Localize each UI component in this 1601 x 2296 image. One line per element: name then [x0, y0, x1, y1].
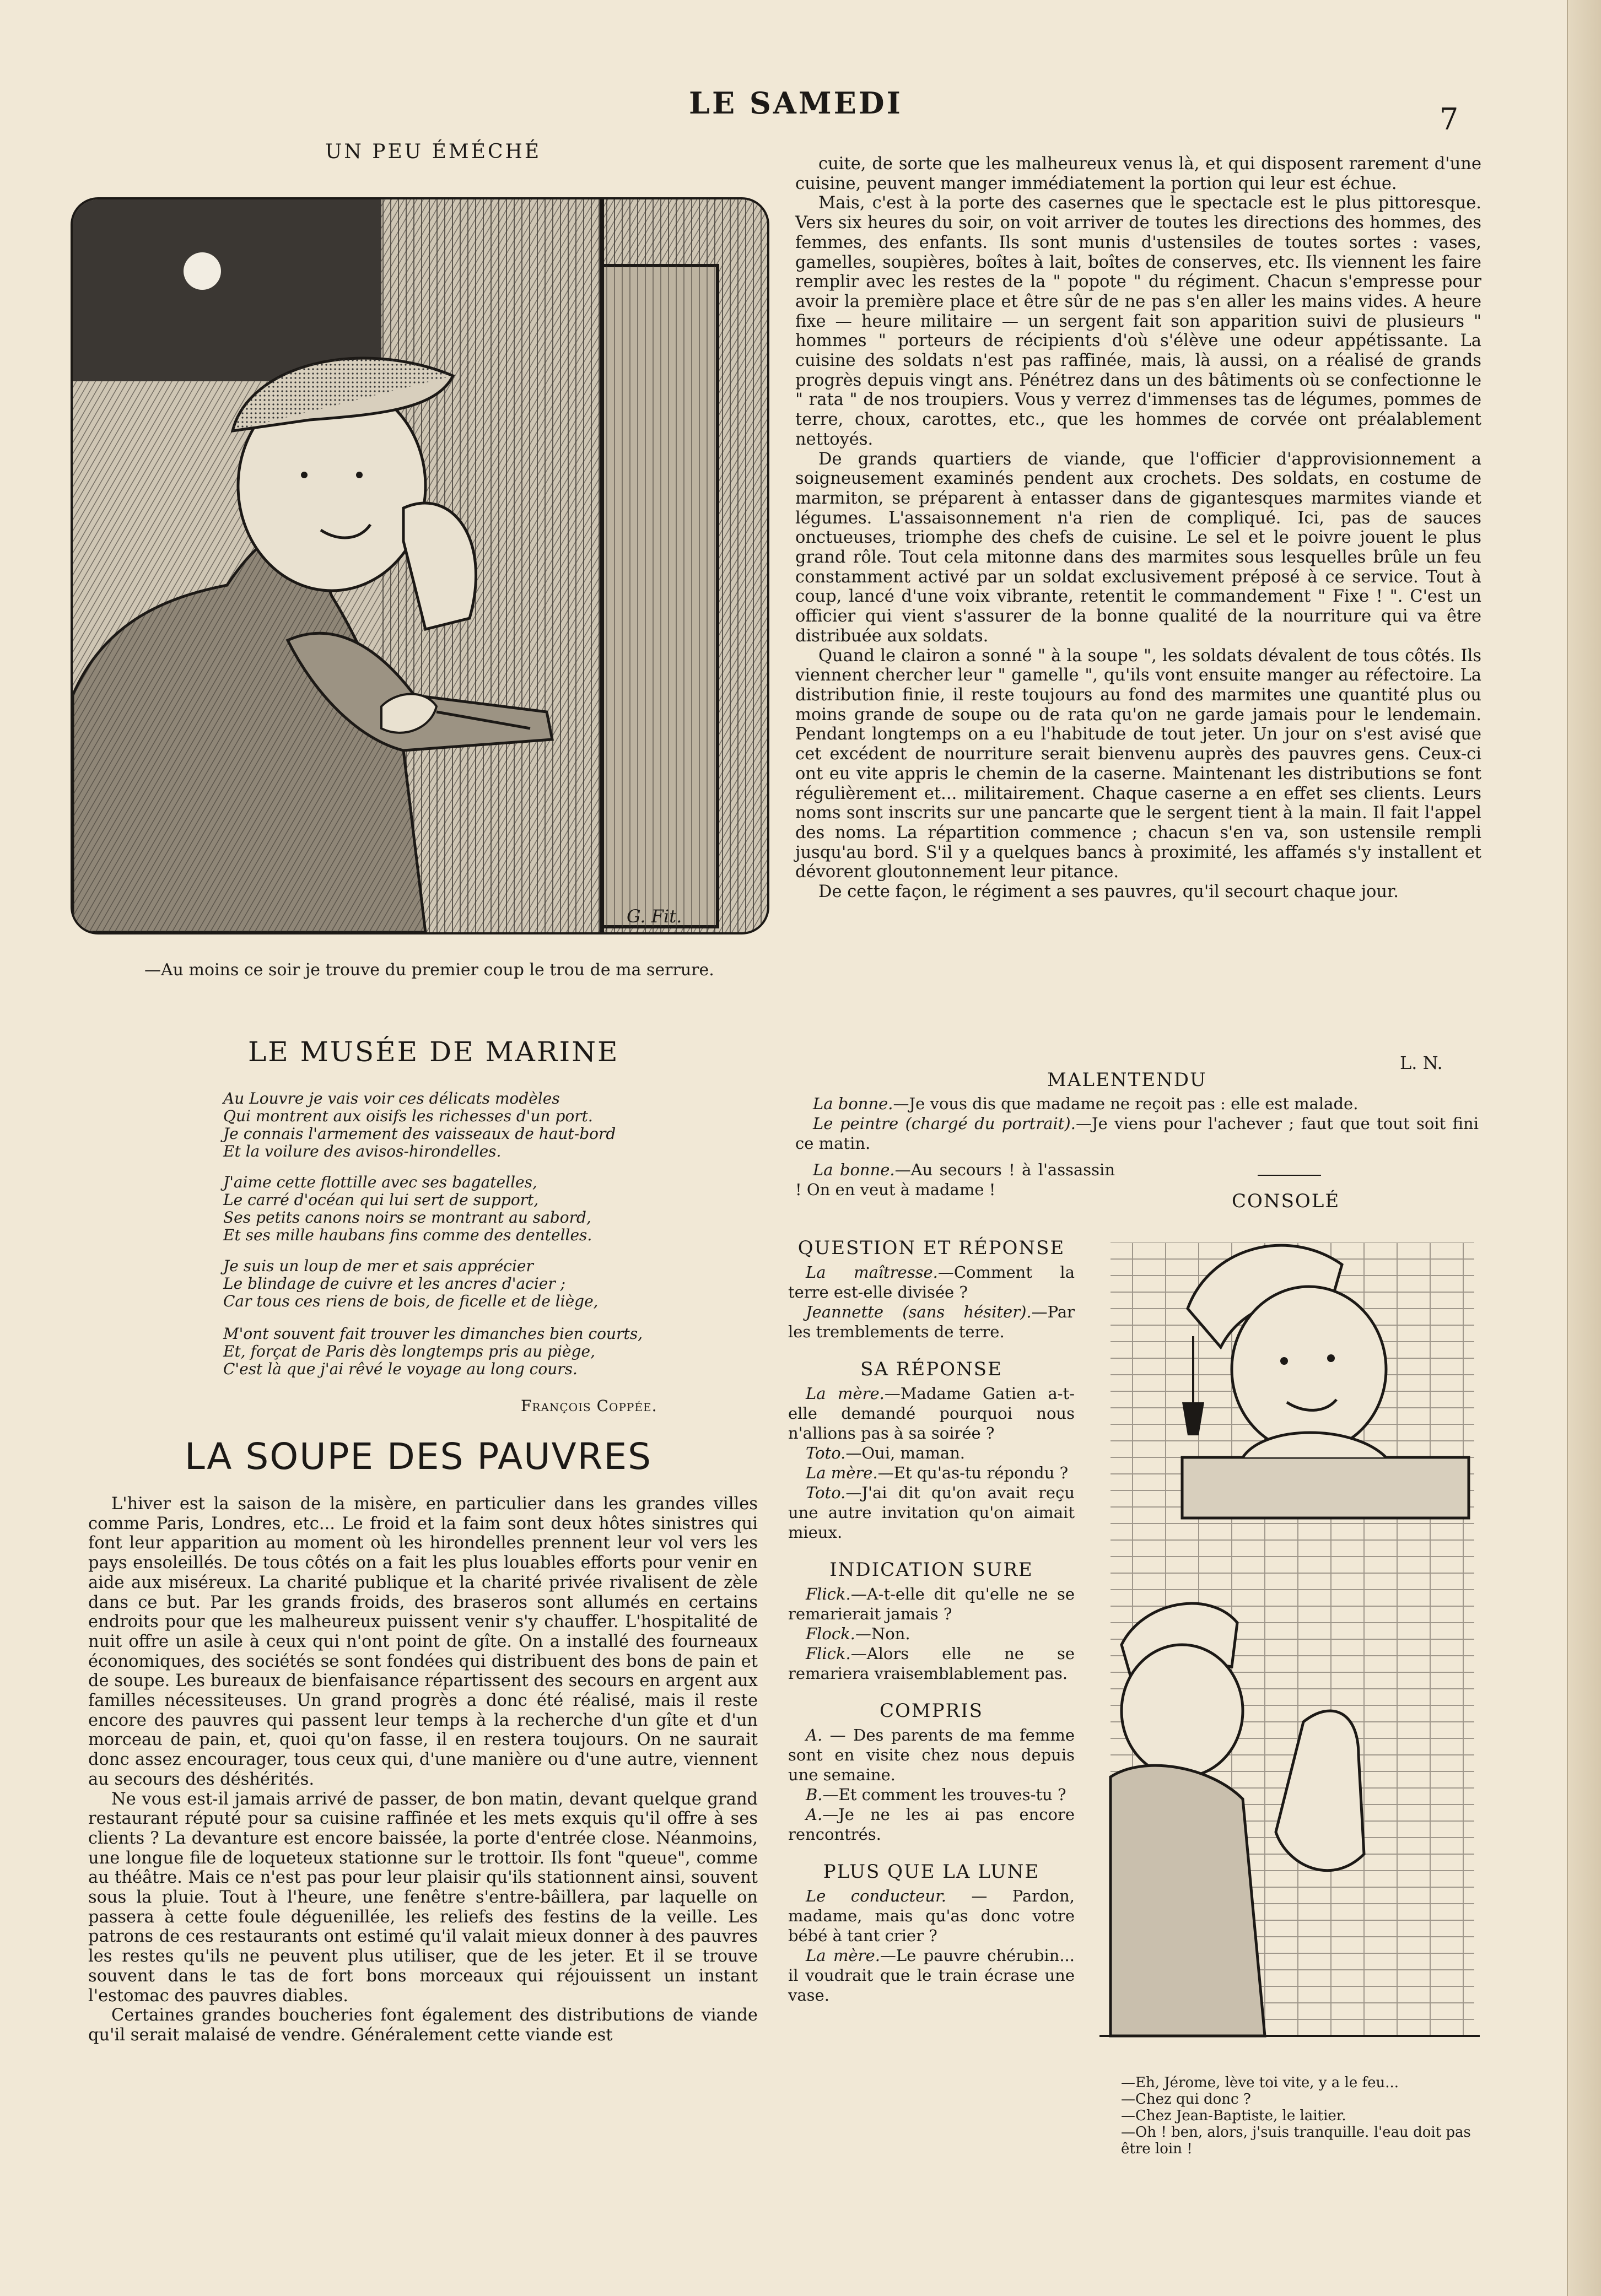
dialogue-line: Flick.—A-t-elle dit qu'elle ne se remarierait jamais ? — [788, 1585, 1075, 1623]
dialogue-line: A.—Je ne les ai pas encore rencontrés. — [788, 1805, 1075, 1844]
newspaper-title: LE SAMEDI — [689, 85, 903, 121]
dialogue-line: La mère.—Madame Gatien a-t-elle demandé pourquoi nous n'allions pas à sa soirée ? — [788, 1384, 1075, 1443]
reponse-text — [788, 1384, 1075, 1542]
lune-text — [788, 1886, 1075, 2005]
caption-line: —Eh, Jérome, lève toi vite, y a le feu... — [1121, 2074, 1399, 2091]
lune-title: PLUS QUE LA LUNE — [823, 1861, 1040, 1883]
article-paragraph: Certaines grandes boucheries font également des distributions de viande qu'il serait malaisé de vendre. Généralement cette viande est — [88, 2006, 758, 2045]
page-edge — [1567, 0, 1601, 2296]
malentendu-title: MALENTENDU — [1047, 1069, 1207, 1091]
dialogue-line: Flick.—Alors elle ne se remariera vraisemblablement pas. — [788, 1644, 1075, 1683]
console-drawing — [1099, 1226, 1480, 2063]
dialogue-line: Toto.—Oui, maman. — [806, 1444, 966, 1462]
compris-title: COMPRIS — [880, 1700, 983, 1722]
article-title: LA SOUPE DES PAUVRES — [185, 1435, 653, 1478]
article-column-2 — [795, 154, 1481, 902]
poem-line: M'ont souvent fait trouver les dimanches bien courts, — [223, 1325, 643, 1343]
console-illustration — [1099, 1226, 1480, 2063]
illustration-signature: G. Fit. — [627, 906, 682, 927]
poem-line: Et, forçat de Paris dès longtemps pris au piège, — [223, 1342, 596, 1360]
caption-line: —Oh ! ben, alors, j'suis tranquille. l'eau doit pas être loin ! — [1121, 2124, 1471, 2157]
question-title: QUESTION ET RÉPONSE — [797, 1237, 1065, 1259]
question-text — [788, 1262, 1075, 1342]
poem-line: Et la voilure des avisos-hirondelles. — [223, 1142, 502, 1160]
malentendu-text-end — [795, 1160, 1115, 1200]
dialogue-line: La bonne.—Au secours ! à l'assassin ! On en veut à madame ! — [795, 1160, 1115, 1199]
compris-text — [788, 1725, 1075, 1844]
article-paragraph: Ne vous est-il jamais arrivé de passer, de bon matin, devant quelque grand restaurant réputé pour sa cuisine raffinée et les mets exquis qu'il offre à ses clients ? La devanture est encore baissée, la porte d'entrée close. Néanmoins, une longue file de loqueteux stationne sur le trottoir. Ils font "queue", comme au théâtre. Mais ce n'est pas pour leur plaisir qu'ils stationnent ainsi, souvent sous la pluie. Tout à l'heure, une fenêtre s'entre-bâillera, par laquelle on passera à cette foule déguenillée, les reliefs des festins de la veille. Les patrons de ces restaurants ont estimé qu'il valait mieux donner à des pauvres les restes qu'ils ne peuvent plus utiliser, que de les jeter. Et il se trouve souvent dans le tas de fort bons morceaux qui réjouissent un instant l'estomac des pauvres diables. — [88, 1789, 758, 2006]
poem-title: LE MUSÉE DE MARINE — [248, 1036, 619, 1068]
page-number: 7 — [1440, 102, 1459, 137]
drunk-man-drawing — [73, 199, 767, 932]
dialogue-line: B.—Et comment les trouves-tu ? — [806, 1785, 1066, 1804]
article-signature: L. N. — [1400, 1052, 1443, 1073]
poem-line: J'aime cette flottille avec ses bagatelles, — [223, 1173, 537, 1191]
article-paragraph: Quand le clairon a sonné " à la soupe ", les soldats dévalent de tous côtés. Ils viennent chercher leur " gamelle ", qu'ils vont ensuite manger au réfectoire. La distribution finie, il reste toujours au fond des marmites une quantité plus ou moins grande de soupe ou de rata qu'on ne garde jamais pour le lendemain. Pendant longtemps on a eu l'habitude de tout jeter. Un jour on s'est avisé que cet excédent de nourriture serait bienvenu auprès des pauvres gens. Ceux-ci ont eu vite appris le chemin de la caserne. Maintenant les distributions se font régulièrement et... militairement. Chaque caserne a en effet ses clients. Leurs noms sont inscrits sur une pancarte que le sergent tient à la main. Il fait l'appel des noms. La répartition commence ; chacun s'en va, son ustensile rempli jusqu'au bord. S'il y a quelques bancs à proximité, les affamés s'y installent et dévorent gloutonnement leur pitance. — [795, 646, 1481, 882]
indication-text — [788, 1584, 1075, 1683]
jokes-column — [788, 1237, 1075, 2005]
dialogue-line: A. — Des parents de ma femme sont en visite chez nous depuis une semaine. — [788, 1726, 1075, 1784]
console-caption — [1102, 2074, 1483, 2157]
poem-author: François Coppée. — [521, 1397, 657, 1415]
dialogue-line: La bonne.—Je vous dis que madame ne reçoit pas : elle est malade. — [813, 1094, 1359, 1113]
poem-stanza-1 — [223, 1090, 697, 1160]
poem-stanza-4 — [223, 1325, 697, 1378]
reponse-title: SA RÉPONSE — [860, 1358, 1002, 1380]
article-column-1 — [88, 1494, 758, 2045]
dialogue-line: La mère.—Et qu'as-tu répondu ? — [806, 1463, 1069, 1482]
poem-line: Je connais l'armement des vaisseaux de haut-bord — [223, 1125, 616, 1143]
poem-line: Ses petits canons noirs se montrant au sabord, — [223, 1208, 591, 1227]
dialogue-line: Jeannette (sans hésiter).—Par les tremblements de terre. — [788, 1303, 1075, 1341]
caption-line: —Chez qui donc ? — [1121, 2091, 1251, 2108]
indication-title: INDICATION SURE — [829, 1559, 1033, 1581]
article-paragraph: De grands quartiers de viande, que l'officier d'approvisionnement a soigneusement examinés pendent aux crochets. Des soldats, en costume de marmiton, se préparent à entasser dans de gigantesques marmites viande et légumes. L'assaisonnement n'a rien de compliqué. Ici, pas de sauces onctueuses, triomphe des chefs de cuisine. Le sel et le poivre jouent le plus grand rôle. Tout cela mitonne dans des marmites sous lesquelles brûle un feu constamment activé par un soldat exclusivement préposé à ce service. Tout à coup, lancé d'une voix vibrante, retentit le commandement " Fixe ! ". C'est un officier qui vient s'assurer de la bonne qualité de la nourriture qui va être distribuée aux soldats. — [795, 449, 1481, 646]
poem-line: Qui montrent aux oisifs les richesses d'un port. — [223, 1107, 593, 1125]
article-paragraph: Mais, c'est à la porte des casernes que le spectacle est le plus pittoresque. Vers six heures du soir, on voit arriver de toutes les directions des hommes, des femmes, des enfants. Ils sont munis d'ustensiles de toutes sortes : vases, gamelles, soupières, boîtes à lait, boîtes de conserves, etc. Ils viennent les faire remplir avec les restes de la " popote " du régiment. Chacun s'empresse pour avoir la première place et être sûr de ne pas s'en aller les mains vides. A heure fixe — heure militaire — un sergent fait son apparition suivi de plusieurs " hommes " porteurs de récipients d'où s'élève une odeur appétissante. La cuisine des soldats n'est pas raffinée, mais, là aussi, on a réalisé de grands progrès depuis vingt ans. Pénétrez dans un des bâtiments où se confectionne le " rata " de nos troupiers. Vous y verrez d'immenses tas de légumes, pommes de terre, choux, carottes, etc., que les hommes de corvée ont préalablement nettoyés. — [795, 193, 1481, 449]
dialogue-line: Le conducteur. — Pardon, madame, mais qu'as donc votre bébé à tant crier ? — [788, 1887, 1075, 1945]
poem-line: Et ses mille haubans fins comme des dentelles. — [223, 1226, 592, 1244]
poem-stanza-2 — [223, 1174, 697, 1244]
poem-line: Car tous ces riens de bois, de ficelle et de liège, — [223, 1292, 599, 1310]
dialogue-line: Le peintre (chargé du portrait).—Je viens pour l'achever ; faut que tout soit fini ce matin. — [795, 1114, 1479, 1153]
drunk-man-illustration — [71, 197, 769, 934]
poem-line: Au Louvre je vais voir ces délicats modèles — [223, 1089, 560, 1108]
article-paragraph: L'hiver est la saison de la misère, en particulier dans les grandes villes comme Paris, Londres, etc... Le froid et la faim sont deux hôtes sinistres qui font leur apparition au moment où les hirondelles prennent leur vol vers les pays ensoleillés. De tous côtés on a fait les plus louables efforts pour venir en aide aux miséreux. La charité publique et la charité privée rivalisent de zèle dans ce but. Par les grands froids, des braseros sont allumés en certains endroits pour que les malheureux puissent venir s'y chauffer. L'hospitalité de nuit offre un asile à ceux qui n'ont point de gîte. On a installé des fourneaux économiques, des sociétés se sont fondées qui distribuent des bons de pain et de soupe. Les bureaux de bienfaisance répartissent des secours en argent aux familles nécessiteuses. Un grand progrès a donc été réalisé, mais il reste encore des pauvres qui passent leur temps à la recherche d'un gîte et d'un morceau de pain, et, quoi qu'on fasse, il en restera toujours. On ne saurait donc assez encourager, tous ceux qui, d'une manière ou d'une autre, viennent au secours des déshérités. — [88, 1494, 758, 1789]
dialogue-line: Toto.—J'ai dit qu'on avait reçu une autre invitation qu'on aimait mieux. — [788, 1483, 1075, 1542]
section-divider — [1258, 1175, 1321, 1176]
poem-line: Je suis un loup de mer et sais apprécier — [223, 1257, 533, 1275]
caption-line: —Chez Jean-Baptiste, le laitier. — [1121, 2108, 1346, 2124]
article-paragraph: cuite, de sorte que les malheureux venus là, et qui disposent rarement d'une cuisine, peuvent manger immédiatement la portion qui leur est échue. — [795, 154, 1481, 193]
poem-line: Le carré d'océan qui lui sert de support, — [223, 1191, 539, 1209]
dialogue-line: La mère.—Le pauvre chérubin... il voudrait que le train écrase une vase. — [788, 1946, 1075, 2005]
malentendu-text — [795, 1094, 1479, 1153]
moon-icon — [184, 252, 221, 290]
console-title: CONSOLÉ — [1232, 1190, 1340, 1212]
illustration-caption: —Au moins ce soir je trouve du premier coup le trou de ma serrure. — [144, 960, 714, 980]
poem-line: Le blindage de cuivre et les ancres d'acier ; — [223, 1274, 566, 1293]
dialogue-line: La maîtresse.—Comment la terre est-elle divisée ? — [788, 1263, 1075, 1301]
dialogue-line: Flock.—Non. — [806, 1624, 910, 1643]
poem-stanza-3 — [223, 1257, 697, 1310]
article-paragraph: De cette façon, le régiment a ses pauvres, qu'il secourt chaque jour. — [818, 882, 1399, 902]
poem-line: C'est là que j'ai rêvé le voyage au long cours. — [223, 1360, 578, 1378]
illustration-title: UN PEU ÉMÉCHÉ — [325, 141, 542, 163]
